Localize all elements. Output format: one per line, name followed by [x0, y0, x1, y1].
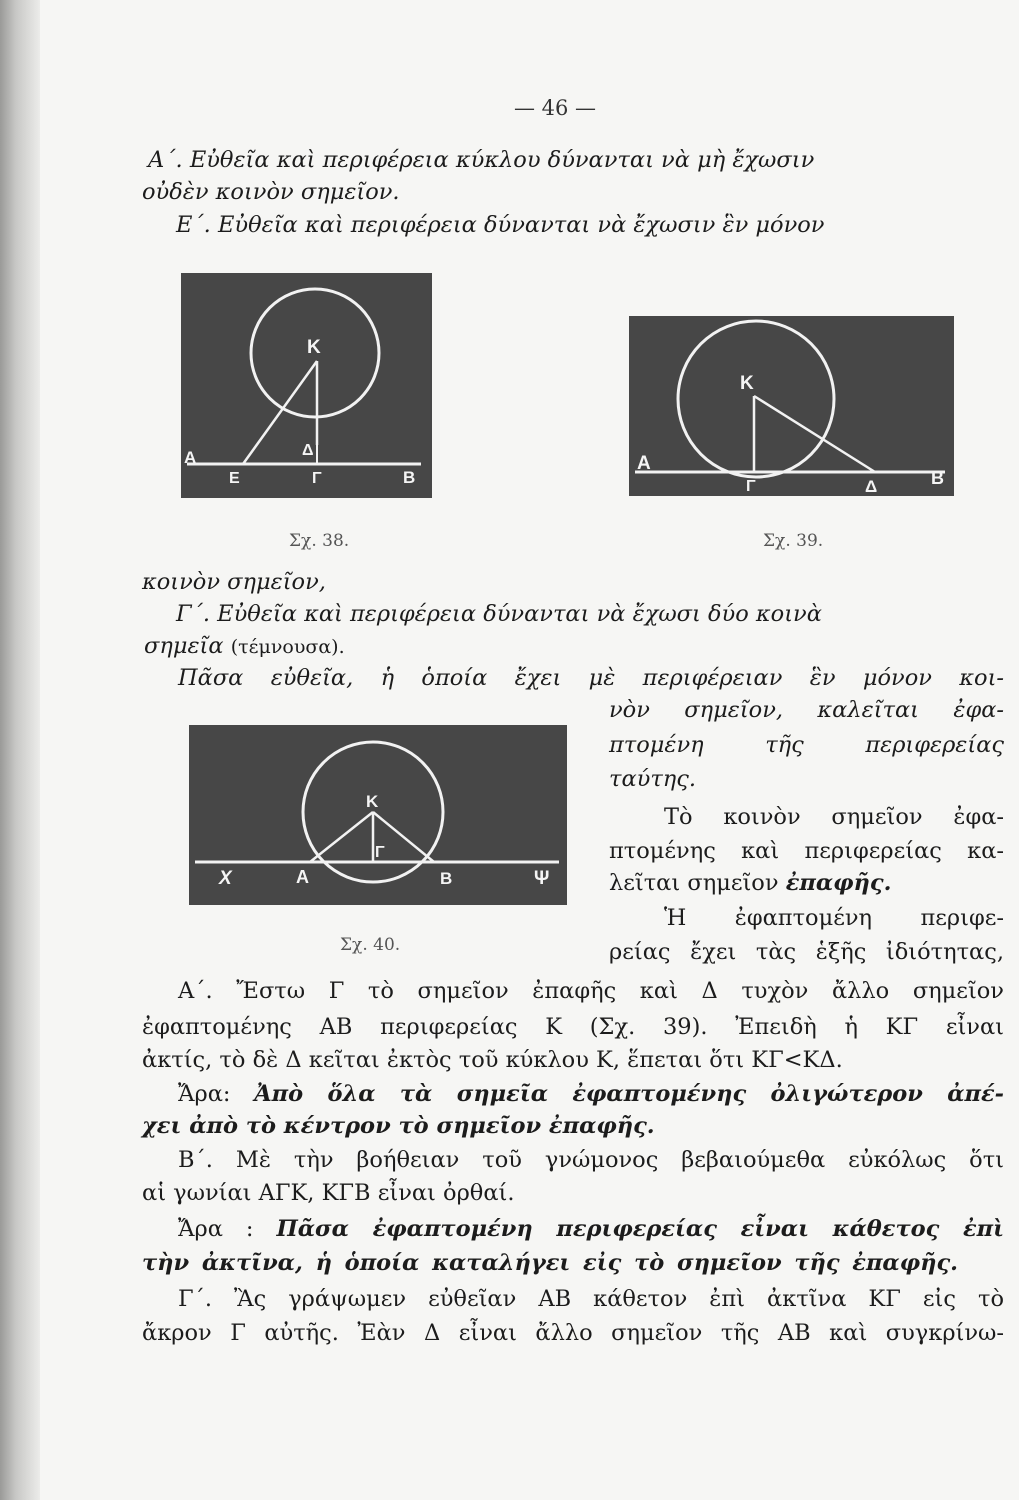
text-line-20: χει ἀπὸ τὸ κέντρον τὸ σημεῖον ἐπαφῆς.: [142, 1113, 655, 1139]
text-line-15: ρείας ἔχει τὰς ἑξῆς ἰδιότητας,: [609, 939, 1004, 965]
text-line-18: ἀκτίς, τὸ δὲ Δ κεῖται ἐκτὸς τοῦ κύκλου Κ, ἕπεται ὅτι ΚΓ<ΚΔ.: [142, 1047, 843, 1073]
plain-text: λεῖται σημεῖον: [609, 870, 779, 896]
label-b: Β: [403, 468, 416, 487]
item-marker: Ε΄.: [176, 212, 211, 238]
label-a: Α: [184, 448, 197, 467]
text-line-2: οὐδὲν κοινὸν σημεῖον.: [142, 179, 400, 205]
statement-text: δύνανται νὰ ἔχωσιν ἓν μόνον: [484, 212, 825, 238]
page-number: — 46 —: [513, 96, 597, 120]
rule-text: Ἀπὸ ὅλα τὰ σημεῖα ἐφαπτομένης ὀλιγώτερον ἀπέ-: [254, 1081, 1004, 1107]
text-line-14: Ἡ ἐφαπτομένη περιφε-: [664, 905, 1004, 931]
circle: [678, 321, 834, 477]
label-d: Δ: [302, 442, 314, 459]
item-marker: Γ΄.: [176, 601, 211, 627]
figure-38: [181, 273, 432, 498]
text-line-8: νὸν σημεῖον, καλεῖται ἐφα-: [609, 697, 1004, 723]
statement-text: δύνανται νὰ ἔχωσι δύο κοινὰ: [483, 601, 822, 627]
text-line-10: ταύτης.: [609, 766, 697, 792]
label-g: Γ: [375, 844, 385, 861]
radius-ka: [310, 812, 373, 862]
segment-kd: [754, 396, 875, 472]
item-marker: Α΄.: [148, 147, 183, 173]
term-note: (τέμνουσα).: [230, 636, 345, 658]
label-e: Ε: [229, 470, 240, 487]
text-line-5: [176, 599, 1005, 629]
figure-39-drawing: [629, 316, 954, 496]
figure-39: [629, 316, 954, 496]
text-line-9: πτομένη τῆς περιφερείας: [609, 732, 1004, 758]
text-line-25: Γ΄. Ἂς γράψωμεν εὐθεῖαν ΑΒ κάθετον ἐπὶ ἀκτῖνα ΚΓ εἰς τὸ: [178, 1286, 1004, 1312]
figure-39-caption: Σχ. 39.: [763, 531, 824, 551]
text-line-16: Α΄. Ἔστω Γ τὸ σημεῖον ἐπαφῆς καὶ Δ τυχὸν ἄλλο σημεῖον: [178, 978, 1004, 1004]
statement-text: Εὐθεῖα καὶ περιφέρεια: [217, 601, 477, 627]
text-line-6: [144, 631, 345, 662]
figure-40-caption: Σχ. 40.: [340, 935, 401, 955]
figure-40: [189, 725, 567, 905]
label-b: Β: [440, 869, 453, 888]
statement-text: Εὐθεῖα καὶ περιφέρεια: [217, 212, 477, 238]
text-line-3: [176, 210, 824, 240]
term-text: σημεῖα: [144, 633, 224, 659]
statement-text: Εὐθεῖα καὶ περιφέρεια κύκλου δύνανται νὰ μὴ ἔχωσιν: [189, 147, 815, 173]
text-line-21: Β΄. Μὲ τὴν βοήθειαν τοῦ γνώμονος βεβαιούμεθα εὐκόλως ὅτι: [178, 1147, 1004, 1173]
label-a: Α: [637, 453, 651, 474]
label-g: Γ: [746, 478, 756, 495]
text-line-7: Πᾶσα εὐθεῖα, ἡ ὁποία ἔχει μὲ περιφέρειαν ἓν μόνον κοι-: [178, 665, 1004, 691]
label-g: Γ: [312, 470, 322, 487]
text-line-19: [178, 1079, 1004, 1109]
text-line-23: [178, 1214, 1004, 1244]
figure-38-caption: Σχ. 38.: [289, 531, 350, 551]
label-x: Χ: [219, 868, 232, 889]
figure-38-drawing: [181, 273, 432, 498]
rule-text: Πᾶσα ἐφαπτομένη περιφερείας εἶναι κάθετος ἐπὶ: [276, 1216, 1005, 1242]
label-k: Κ: [740, 373, 754, 394]
text-line-1: [148, 145, 1006, 175]
text-line-24: τὴν ἀκτῖνα, ἡ ὁποία καταλήγει εἰς τὸ σημεῖον τῆς ἐπαφῆς.: [142, 1250, 958, 1276]
plain-text: Ἄρα:: [178, 1081, 231, 1107]
text-line-11: Τὸ κοινὸν σημεῖον ἐφα-: [664, 804, 1004, 830]
text-line-12: πτομένης καὶ περιφερείας κα-: [609, 838, 1004, 864]
figure-40-drawing: [189, 725, 567, 905]
text-line-26: ἄκρον Γ αὐτῆς. Ἐὰν Δ εἶναι ἄλλο σημεῖον τῆς ΑΒ καὶ συγκρίνω-: [142, 1320, 1004, 1346]
text-line-22: αἱ γωνίαι ΑΓΚ, ΚΓΒ εἶναι ὀρθαί.: [142, 1180, 515, 1206]
label-k: Κ: [307, 337, 321, 358]
page-edge-shadow: [0, 0, 40, 1500]
plain-text: Ἄρα :: [178, 1216, 254, 1242]
label-d: Δ: [865, 477, 878, 496]
text-line-17: ἐφαπτομένης ΑΒ περιφερείας Κ (Σχ. 39). Ἐπειδὴ ἡ ΚΓ εἶναι: [142, 1014, 1004, 1040]
label-k: Κ: [366, 792, 379, 811]
label-b: Β: [931, 468, 944, 488]
text-line-13: [609, 868, 891, 898]
text-line-4: κοινὸν σημεῖον,: [142, 569, 326, 595]
label-y: Ψ: [534, 868, 550, 889]
label-a: Α: [296, 867, 309, 887]
term-text: ἐπαφῆς.: [785, 870, 892, 896]
